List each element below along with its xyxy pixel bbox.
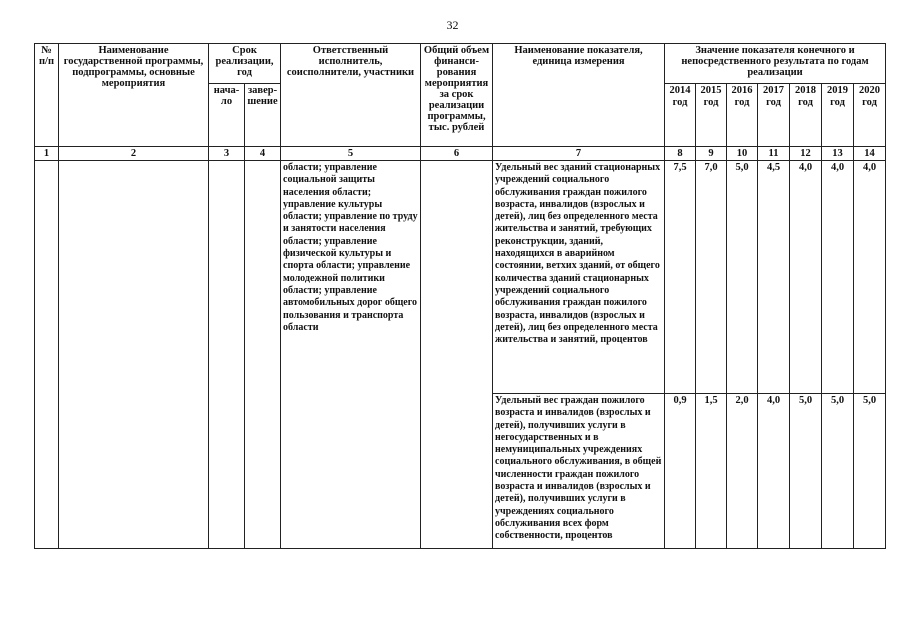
indicator-value: 4,0 xyxy=(854,161,886,394)
indicator-value: 5,0 xyxy=(790,394,822,549)
indicator-value: 4,0 xyxy=(758,394,790,549)
indicator-value: 2,0 xyxy=(727,394,758,549)
column-number: 3 xyxy=(209,147,245,161)
header-responsible: Ответственный исполнитель, соисполнители, участники xyxy=(281,44,421,147)
indicator-name: Удельный вес зданий стационарных учреждений социального обслуживания граждан пожилого возраста, инвалидов (взрослых и детей), лиц без определенного места жительства и занятий, требующих реконструкции, зданий, находящихся в аварийном состоянии, ветхих зданий, от общего количества зданий стационарных учреждений социального обслуживания граждан пожилого возраста, инвалидов (взрослых и детей), лиц без определенного места жительства и занятий, процентов xyxy=(493,161,665,394)
column-number: 5 xyxy=(281,147,421,161)
indicator-value: 4,5 xyxy=(758,161,790,394)
table-row xyxy=(35,161,886,394)
cell-start xyxy=(209,161,245,549)
header-start: нача-ло xyxy=(209,84,245,147)
column-number: 7 xyxy=(493,147,665,161)
header-term: Срок реализации, год xyxy=(209,44,281,84)
column-number: 13 xyxy=(822,147,854,161)
year-header: 2015 год xyxy=(696,84,727,147)
indicator-value: 5,0 xyxy=(727,161,758,394)
indicator-value: 4,0 xyxy=(822,161,854,394)
year-header: 2014 год xyxy=(665,84,696,147)
header-program-name: Наименование государственной программы, подпрограммы, основные мероприятия xyxy=(59,44,209,147)
header-indicator: Наименование показателя, единица измерения xyxy=(493,44,665,147)
year-header: 2016 год xyxy=(727,84,758,147)
year-header: 2018 год xyxy=(790,84,822,147)
cell-funding xyxy=(421,161,493,549)
cell-responsible: области; управление социальной защиты населения области; управление культуры области; управление по труду и занятости населения области; управление физической культуры и спорта области; управление молодежной политики области; управление автомобильных дорог общего пользования и транспорта области xyxy=(281,161,421,549)
indicator-value: 7,0 xyxy=(696,161,727,394)
column-number: 14 xyxy=(854,147,886,161)
column-number: 11 xyxy=(758,147,790,161)
indicator-value: 5,0 xyxy=(822,394,854,549)
column-number: 9 xyxy=(696,147,727,161)
indicator-value: 7,5 xyxy=(665,161,696,394)
cell-end xyxy=(245,161,281,549)
column-number: 1 xyxy=(35,147,59,161)
header-number: № п/п xyxy=(35,44,59,147)
column-number: 2 xyxy=(59,147,209,161)
indicator-value: 1,5 xyxy=(696,394,727,549)
indicator-table xyxy=(34,43,886,549)
year-header: 2017 год xyxy=(758,84,790,147)
column-number: 12 xyxy=(790,147,822,161)
column-number: 4 xyxy=(245,147,281,161)
header-values: Значение показателя конечного и непосредственного результата по годам реализации xyxy=(665,44,886,84)
indicator-name: Удельный вес граждан пожилого возраста и инвалидов (взрослых и детей), получивших услуги в негосударственных и в немуниципальных учреждениях социального обслуживания, в общей численности граждан пожилого возраста и инвалидов (взрослых и детей), получивших услуги в учреждениях социального обслуживания всех форм собственности, процентов xyxy=(493,394,665,549)
year-header: 2020 год xyxy=(854,84,886,147)
cell-program-name xyxy=(59,161,209,549)
header-funding: Общий объем финанси-рования мероприятия за срок реализации программы, тыс. рублей xyxy=(421,44,493,147)
page-number: 32 xyxy=(446,18,459,32)
column-number: 10 xyxy=(727,147,758,161)
column-number: 8 xyxy=(665,147,696,161)
indicator-value: 5,0 xyxy=(854,394,886,549)
indicator-value: 4,0 xyxy=(790,161,822,394)
column-number: 6 xyxy=(421,147,493,161)
header-end: завер-шение xyxy=(245,84,281,147)
year-header: 2019 год xyxy=(822,84,854,147)
indicator-value: 0,9 xyxy=(665,394,696,549)
cell-number xyxy=(35,161,59,549)
